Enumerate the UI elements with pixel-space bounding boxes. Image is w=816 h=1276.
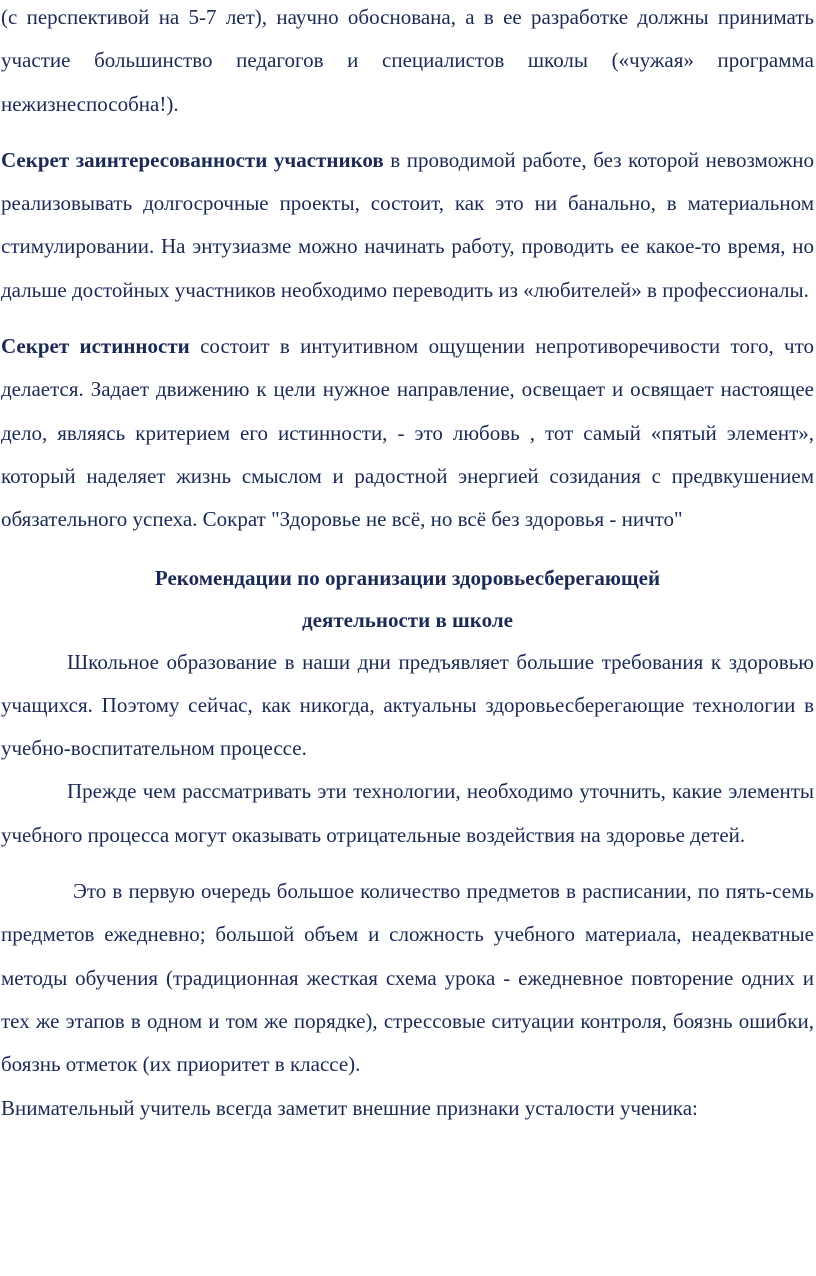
secret-truth-text: состоит в интуитивном ощущении непротиворечивости того, что делается. Задает движению к цели нужное направление, освещает и освящает настоящее дело, являясь критерием его истинности, - это любовь , тот самый «пятый элемент», который наделяет жизнь смыслом и радостной энергией созидания с предвкушением обязательного успеха. Сократ "Здоровье не всё, но всё без здоровья - ничто": [1, 334, 814, 532]
secret-interest-paragraph: [1, 139, 814, 312]
intro-paragraph: [1, 0, 814, 126]
school-education-text: Школьное образование в наши дни предъявляет большие требования к здоровью учащихся. Поэтому сейчас, как никогда, актуальны здоровьесберегающие технологии в учебно-воспитательном процессе.: [1, 649, 814, 761]
first-place-text: Это в первую очередь большое количество предметов в расписании, по пять-семь предметов ежедневно; большой объем и сложность учебного материала, неадекватные методы обучения (традиционная жесткая схема урока - ежедневное повторение одних и тех же этапов в одном и том же порядке), стрессовые ситуации контроля, боязнь ошибки, боязнь отметок (их приоритет в классе).: [1, 879, 814, 1077]
before-considering-text: Прежде чем рассматривать эти технологии, необходимо уточнить, какие элементы учебного процесса могут оказывать отрицательные воздействия на здоровье детей.: [1, 779, 814, 847]
secret-truth-paragraph: [1, 325, 814, 541]
section-heading: [1, 557, 814, 641]
secret-truth-term: Секрет истинности: [1, 334, 190, 359]
attentive-teacher-text: Внимательный учитель всегда заметит внешние признаки усталости ученика:: [1, 1095, 698, 1120]
first-place-paragraph: [1, 870, 814, 1086]
section-heading-line-1: Рекомендации по организации здоровьесберегающей: [154, 565, 661, 590]
school-education-paragraph: [1, 641, 814, 771]
section-heading-line-2: деятельности в школе: [302, 607, 513, 632]
before-considering-paragraph: [1, 770, 814, 857]
secret-interest-text: в проводимой работе, без которой невозможно реализовывать долгосрочные проекты, состоит, как это ни банально, в материальном стимулировании. На энтузиазме можно начинать работу, проводить ее какое-то время, но дальше достойных участников необходимо переводить из «любителей» в профессионалы.: [1, 147, 814, 302]
attentive-teacher-paragraph: [1, 1087, 814, 1130]
intro-text: (с перспективой на 5-7 лет), научно обоснована, а в ее разработке должны принимать участие большинство педагогов и специалистов школы («чужая» программа нежизнеспособна!).: [1, 5, 814, 116]
secret-interest-term: Секрет заинтересованности участников: [1, 147, 384, 172]
